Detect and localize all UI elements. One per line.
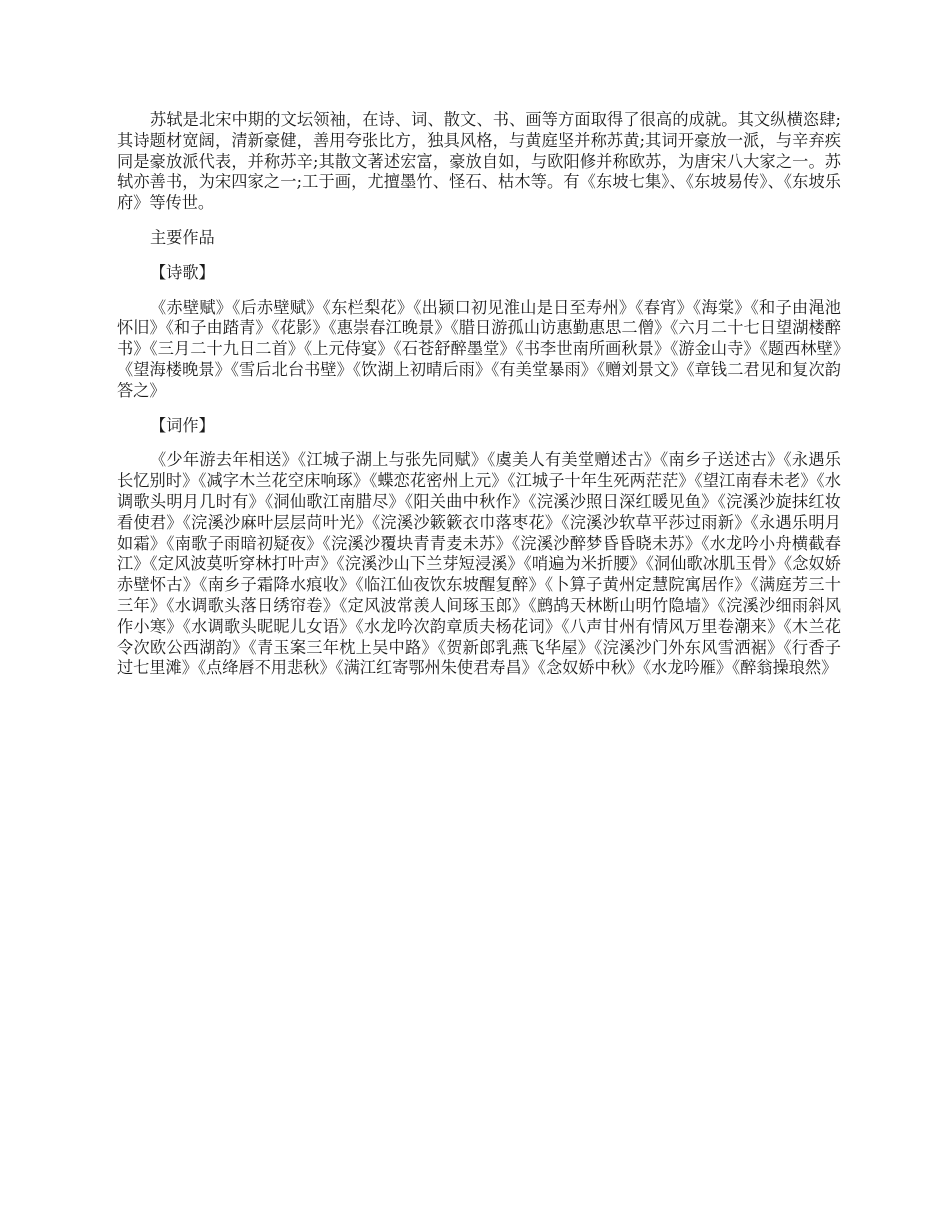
poems-list: 《赤壁赋》《后赤壁赋》《东栏梨花》《出颍口初见淮山是日至寿州》《春宵》《海棠》《和子由渑池怀旧》《和子由踏青》《花影》《惠崇春江晚景》《腊日游孤山访惠勤惠思二僧》《六月二十七日望湖楼醉书》《三月二十九日二首》《上元侍宴》《石苍舒醉墨堂》《书李世南所画秋景》《游金山寺》《题西林壁》《望海楼晚景》《雪后北台书壁》《饮湖上初晴后雨》《有美堂暴雨》《赠刘景文》《章钱二君见和复次韵答之》: [117, 297, 841, 400]
poems-heading: 【诗歌】: [150, 262, 215, 282]
works-heading: 主要作品: [150, 227, 215, 247]
intro-paragraph: 苏轼是北宋中期的文坛领袖，在诗、词、散文、书、画等方面取得了很高的成就。其文纵横恣肆;其诗题材宽阔，清新豪健，善用夸张比方，独具风格，与黄庭坚并称苏黄;其词开豪放一派，与辛弃疾同是豪放派代表，并称苏辛;其散文著述宏富，豪放自如，与欧阳修并称欧苏，为唐宋八大家之一。苏轼亦善书，为宋四家之一;工于画，尤擅墨竹、怪石、枯木等。有《东坡七集》、《东坡易传》、《东坡乐府》等传世。: [117, 110, 841, 213]
ci-list: 《少年游去年相送》《江城子湖上与张先同赋》《虞美人有美堂赠述古》《南乡子送述古》《永遇乐长忆别时》《减字木兰花空床响琢》《蝶恋花密州上元》《江城子十年生死两茫茫》《望江南春未老》《水调歌头明月几时有》《洞仙歌江南腊尽》《阳关曲中秋作》《浣溪沙照日深红暖见鱼》《浣溪沙旋抹红妆看使君》《浣溪沙麻叶层层苘叶光》《浣溪沙簌簌衣巾落枣花》《浣溪沙软草平莎过雨新》《永遇乐明月如霜》《南歌子雨暗初疑夜》《浣溪沙覆块青青麦未苏》《浣溪沙醉梦昏昏晓未苏》《水龙吟小舟横截春江》《定风波莫听穿林打叶声》《浣溪沙山下兰芽短浸溪》《哨遍为米折腰》《洞仙歌冰肌玉骨》《念奴娇赤壁怀古》《南乡子霜降水痕收》《临江仙夜饮东坡醒复醉》《卜算子黄州定慧院寓居作》《满庭芳三十三年》《水调歌头落日绣帘卷》《定风波常羡人间琢玉郎》《鹧鸪天林断山明竹隐墙》《浣溪沙细雨斜风作小寒》《水调歌头昵昵儿女语》《水龙吟次韵章质夫杨花词》《八声甘州有情风万里卷潮来》《木兰花令次欧公西湖韵》《青玉案三年枕上吴中路》《贺新郎乳燕飞华屋》《浣溪沙门外东风雪洒裾》《行香子过七里滩》《点绛唇不用悲秋》《满江红寄鄂州朱使君寿昌》《念奴娇中秋》《水龙吟雁》《醉翁操琅然》: [117, 450, 841, 678]
ci-heading: 【词作】: [150, 415, 215, 435]
document-body: [117, 110, 841, 693]
